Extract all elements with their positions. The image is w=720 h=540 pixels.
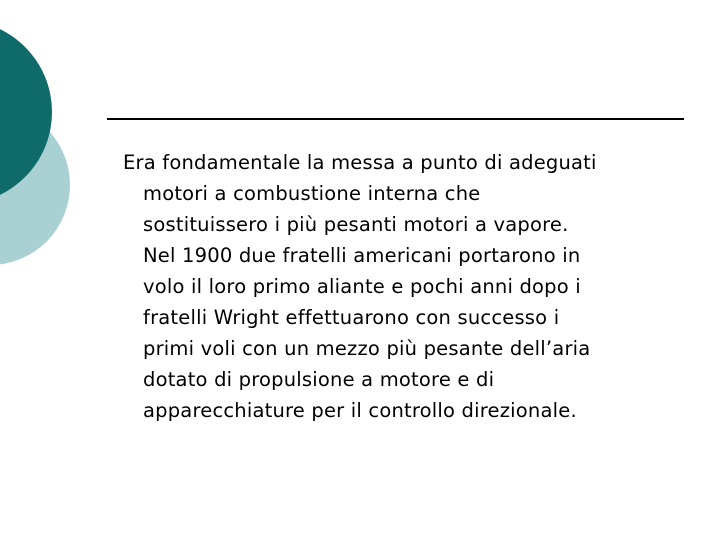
horizontal-rule — [107, 118, 684, 120]
paragraph-line: primi voli con un mezzo più pesante dell’aria — [143, 337, 591, 360]
paragraph-line: motori a combustione interna che — [143, 182, 481, 205]
paragraph-line: apparecchiature per il controllo direzionale. — [143, 399, 577, 422]
decorative-circles — [0, 0, 110, 300]
paragraph-line: Nel 1900 due fratelli americani portarono in — [143, 244, 581, 267]
paragraph-line: fratelli Wright effettuarono con successo i — [143, 306, 560, 329]
paragraph-line: volo il loro primo aliante e pochi anni dopo i — [143, 275, 581, 298]
paragraph-line: dotato di propulsione a motore e di — [143, 368, 495, 391]
paragraph-line: sostituissero i più pesanti motori a vapore. — [143, 213, 569, 236]
body-paragraph — [123, 147, 698, 426]
paragraph-line: Era fondamentale la messa a punto di adeguati — [123, 151, 597, 174]
